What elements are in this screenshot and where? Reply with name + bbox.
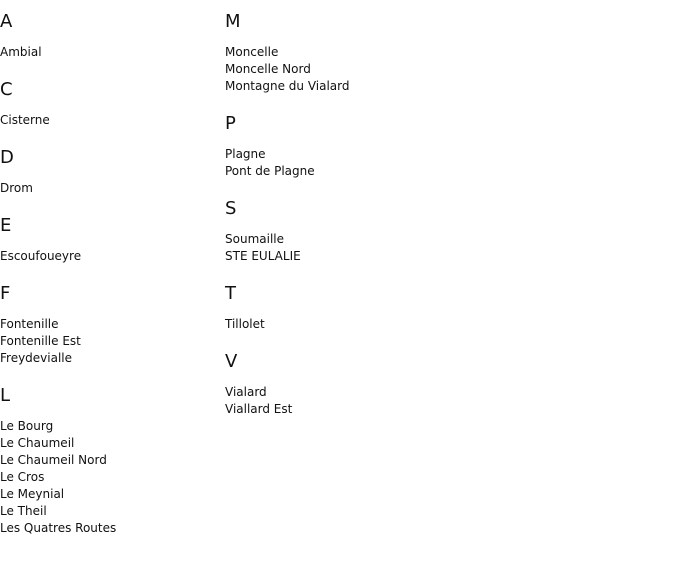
place-link[interactable]: STE EULALIE	[225, 249, 301, 263]
letter-group-f	[0, 283, 215, 367]
place-list	[0, 44, 215, 61]
letter-heading: F	[0, 283, 11, 304]
place-link[interactable]: Moncelle	[225, 45, 279, 59]
letter-heading: L	[0, 385, 11, 406]
place-link[interactable]: Le Bourg	[0, 419, 54, 433]
letter-heading: D	[0, 147, 14, 168]
letter-group-m	[225, 11, 665, 95]
letter-group-c	[0, 79, 215, 129]
index-column-left	[0, 0, 215, 537]
letter-heading: M	[225, 11, 241, 32]
place-link[interactable]: Le Theil	[0, 504, 47, 518]
place-list	[0, 248, 215, 265]
place-list	[0, 180, 215, 197]
place-link[interactable]: Pont de Plagne	[225, 164, 315, 178]
place-list	[225, 384, 665, 418]
letter-group-v	[225, 351, 665, 418]
place-link[interactable]: Drom	[0, 181, 33, 195]
place-link[interactable]: Le Meynial	[0, 487, 65, 501]
letter-group-s	[225, 198, 665, 265]
place-link[interactable]: Fontenille Est	[0, 334, 81, 348]
place-link[interactable]: Cisterne	[0, 113, 50, 127]
letter-group-p	[225, 113, 665, 180]
place-list	[225, 231, 665, 265]
letter-heading: V	[225, 351, 238, 372]
place-link[interactable]: Tillolet	[225, 317, 265, 331]
place-link[interactable]: Les Quatres Routes	[0, 521, 117, 535]
letter-group-l	[0, 385, 215, 537]
letter-group-e	[0, 215, 215, 265]
place-list	[225, 44, 665, 95]
place-list	[0, 316, 215, 367]
letter-heading: S	[225, 198, 237, 219]
place-link[interactable]: Le Cros	[0, 470, 45, 484]
place-link[interactable]: Plagne	[225, 147, 266, 161]
letter-heading: T	[225, 283, 236, 304]
place-link[interactable]: Fontenille	[0, 317, 59, 331]
letter-heading: C	[0, 79, 13, 100]
place-link[interactable]: Soumaille	[225, 232, 284, 246]
letter-group-a	[0, 11, 215, 61]
place-link[interactable]: Le Chaumeil	[0, 436, 75, 450]
place-link[interactable]: Le Chaumeil Nord	[0, 453, 107, 467]
place-list	[0, 418, 215, 537]
index-column-right	[225, 0, 665, 418]
place-list	[225, 146, 665, 180]
place-list	[225, 316, 665, 333]
place-link[interactable]: Montagne du Vialard	[225, 79, 350, 93]
place-link[interactable]: Moncelle Nord	[225, 62, 311, 76]
place-link[interactable]: Viallard Est	[225, 402, 293, 416]
letter-heading: E	[0, 215, 12, 236]
place-link[interactable]: Freydevialle	[0, 351, 73, 365]
letter-heading: A	[0, 11, 13, 32]
place-link[interactable]: Ambial	[0, 45, 42, 59]
letter-group-t	[225, 283, 665, 333]
place-link[interactable]: Escoufoueyre	[0, 249, 82, 263]
place-list	[0, 112, 215, 129]
letter-heading: P	[225, 113, 236, 134]
letter-group-d	[0, 147, 215, 197]
place-link[interactable]: Vialard	[225, 385, 267, 399]
